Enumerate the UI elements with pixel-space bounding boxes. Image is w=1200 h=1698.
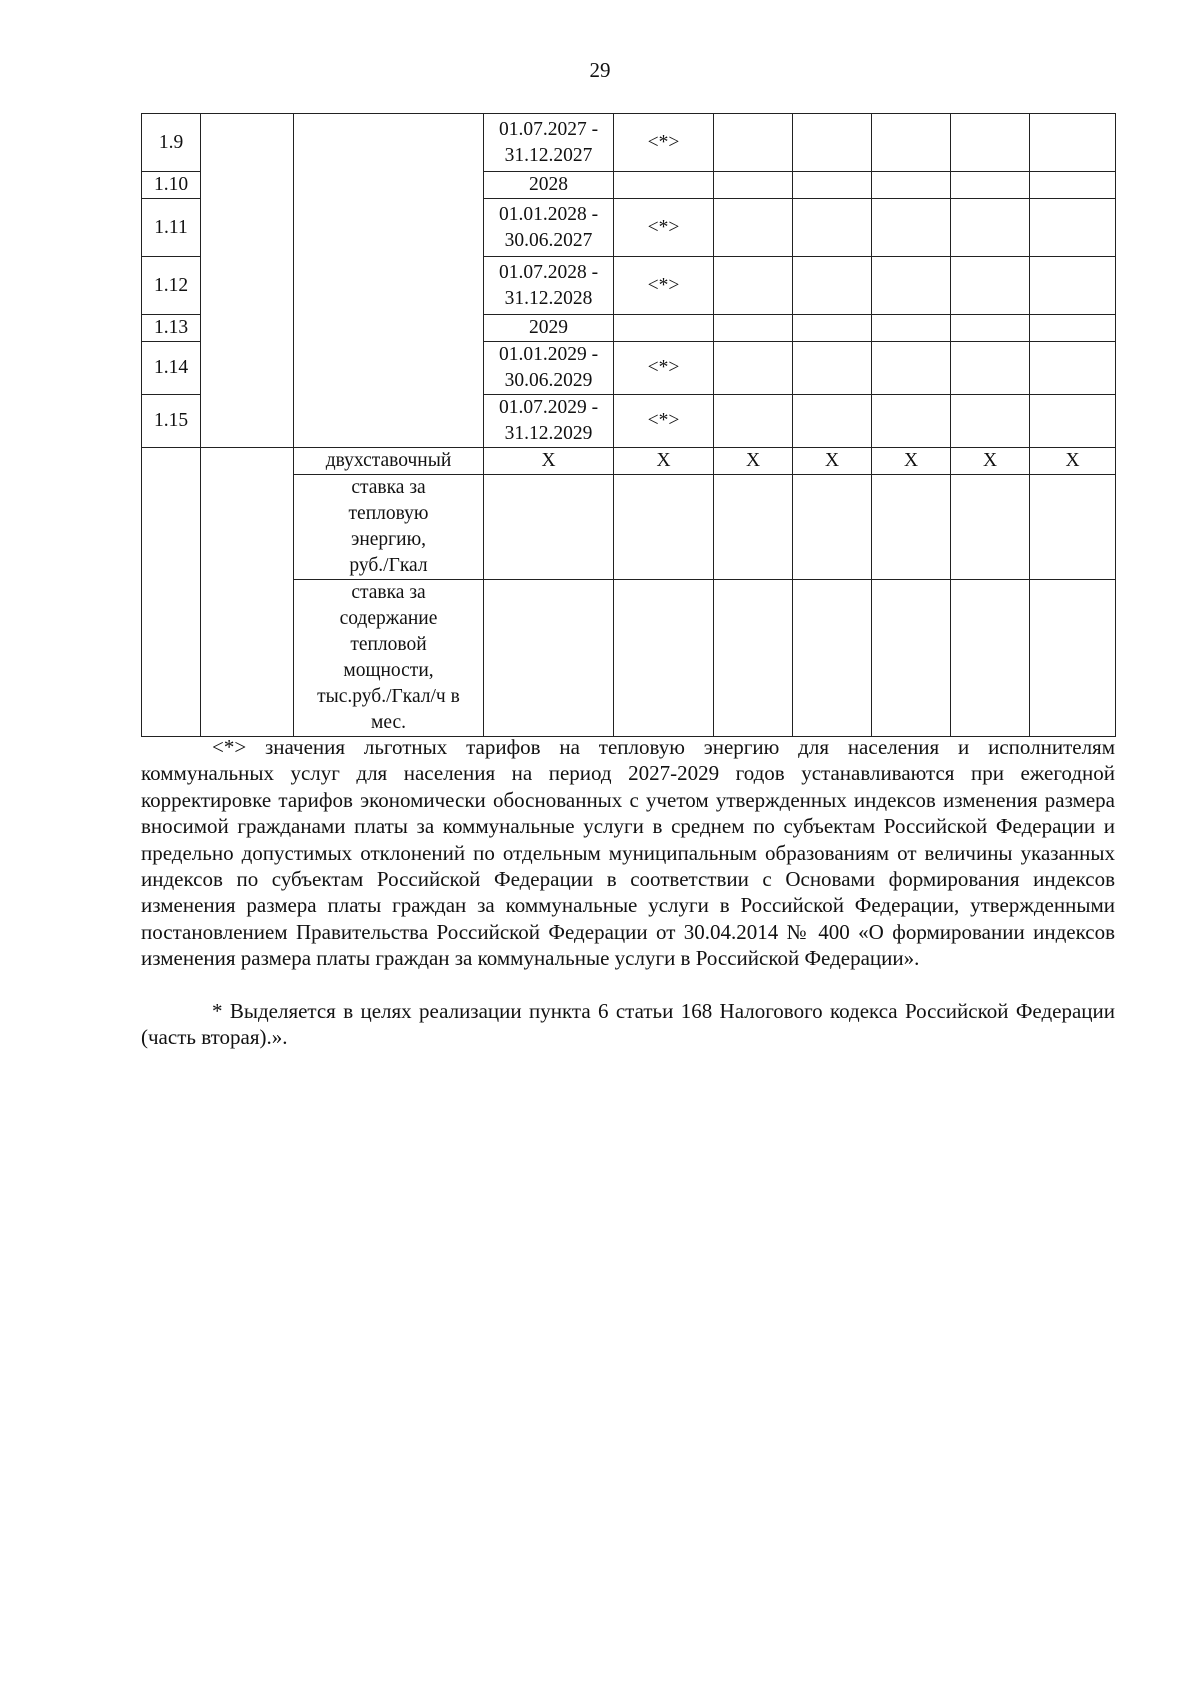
row-number: 1.15 — [142, 395, 201, 448]
x-mark: X — [484, 448, 614, 475]
blank-cell — [142, 448, 201, 737]
row-number: 1.13 — [142, 315, 201, 342]
period-cell: 01.07.2028 - 31.12.2028 — [484, 257, 614, 315]
year-cell: 2029 — [484, 315, 614, 342]
period-cell: 01.07.2027 - 31.12.2027 — [484, 114, 614, 172]
page-number: 29 — [589, 58, 611, 82]
row-number: 1.12 — [142, 257, 201, 315]
x-mark: X — [714, 448, 793, 475]
footnote-tariff-indexation: <*> значения льготных тарифов на тепловую энергию для населения и исполнителям коммунальных услуг для населения на период 2027-2029 годов устанавливаются при ежегодной корректировке тарифов экономически обоснованных с учетом утвержденных индексов изменения размера вносимой гражданами платы за коммунальные услуги в среднем по субъектам Российской Федерации и предельно допустимых отклонений по отдельным муниципальным образованиям от величины указанных индексов по субъектам Российской Федерации в соответствии с Основами формирования индексов изменения размера платы граждан за коммунальные услуги в Российской Федерации, утвержденными постановлением Правительства Российской Федерации от 30.04.2014 № 400 «О формировании индексов изменения размера платы граждан за коммунальные услуги в Российской Федерации». — [141, 735, 1115, 971]
tariff-value: <*> — [614, 395, 714, 448]
period-cell: 01.01.2029 - 30.06.2029 — [484, 342, 614, 395]
row-number: 1.9 — [142, 114, 201, 172]
year-cell: 2028 — [484, 172, 614, 199]
capacity-rate-label: ставка за содержание тепловой мощности, тыс.руб./Гкал/ч в мес. — [294, 580, 484, 737]
x-mark: X — [793, 448, 872, 475]
x-mark: X — [614, 448, 714, 475]
two-part-label: двухставочный — [294, 448, 484, 475]
x-mark: X — [1030, 448, 1116, 475]
row-number: 1.11 — [142, 199, 201, 257]
tariff-value: <*> — [614, 114, 714, 172]
period-cell: 01.07.2029 - 31.12.2029 — [484, 395, 614, 448]
tariff-value: <*> — [614, 342, 714, 395]
blank-cell — [294, 114, 484, 448]
energy-rate-label: ставка за тепловую энергию, руб./Гкал — [294, 475, 484, 580]
tariff-table — [141, 113, 1116, 737]
row-number: 1.10 — [142, 172, 201, 199]
blank-cell — [201, 114, 294, 448]
blank-cell — [201, 448, 294, 737]
footnotes — [141, 734, 1115, 1050]
x-mark: X — [951, 448, 1030, 475]
period-cell: 01.01.2028 - 30.06.2027 — [484, 199, 614, 257]
table-row — [142, 114, 1116, 172]
row-number: 1.14 — [142, 342, 201, 395]
footnote-tax-code: * Выделяется в целях реализации пункта 6 статьи 168 Налогового кодекса Российской Федерации (часть вторая).». — [141, 998, 1115, 1050]
x-mark: X — [872, 448, 951, 475]
tariff-value: <*> — [614, 257, 714, 315]
tariff-value: <*> — [614, 199, 714, 257]
table-row — [142, 448, 1116, 475]
